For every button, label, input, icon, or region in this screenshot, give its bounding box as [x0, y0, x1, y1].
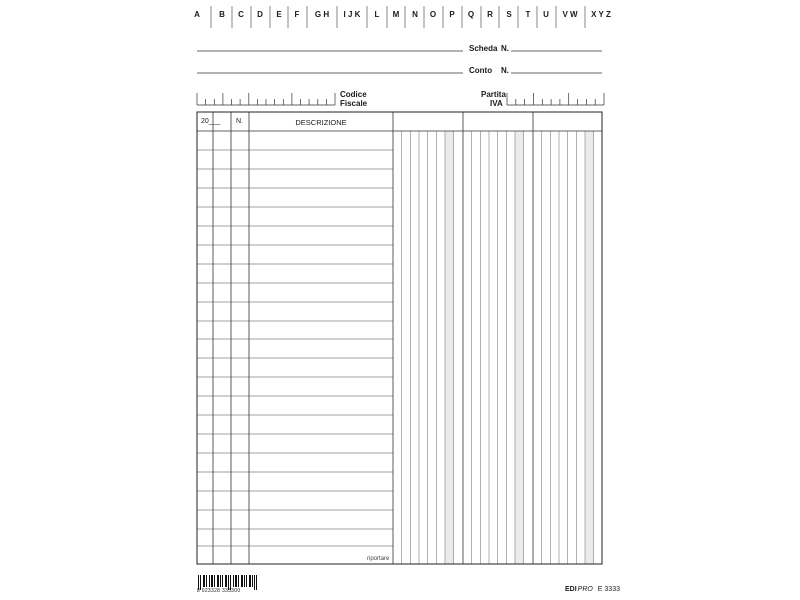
tab-letter: S: [506, 10, 512, 19]
codice-fiscale-boxes: [197, 93, 335, 105]
tab-letter: N: [412, 10, 418, 19]
tab-letter: F: [294, 10, 300, 19]
tab-letter: A: [194, 10, 200, 19]
tab-letter: X Y Z: [591, 10, 611, 19]
conto-label: Conto: [469, 66, 493, 75]
tab-letter: L: [374, 10, 380, 19]
table-number-header: N.: [236, 118, 243, 125]
barcode-digits: 8 023328 333300: [197, 588, 241, 594]
brand-edi: EDI: [565, 586, 577, 593]
partita-iva-boxes: [507, 93, 604, 105]
tab-letter: G H: [314, 10, 330, 19]
scheda-number-label: N.: [501, 44, 509, 53]
tab-letter: B: [219, 10, 225, 19]
product-code: E 3333: [597, 586, 620, 593]
tab-letter: O: [429, 10, 437, 19]
table-carry-forward-label: riportare: [367, 556, 390, 562]
codice-fiscale-label-line1: Codice: [340, 90, 367, 99]
codice-fiscale-label-line2: Fiscale: [340, 99, 368, 108]
tab-letter: C: [238, 10, 244, 19]
tab-letter: I J K: [343, 10, 361, 19]
partita-iva-label-line1: Partita: [481, 90, 506, 99]
table-description-header: DESCRIZIONE: [295, 118, 347, 127]
tab-letter: M: [392, 10, 400, 19]
tab-separators: [211, 6, 585, 28]
tab-letter: P: [449, 10, 455, 19]
header-write-lines: [197, 51, 602, 73]
tab-letter: R: [487, 10, 493, 19]
tab-letter: D: [257, 10, 263, 19]
tab-letter: Q: [467, 10, 475, 19]
brand-pro: PRO: [577, 586, 593, 593]
ledger-table: [197, 112, 602, 564]
conto-number-label: N.: [501, 66, 509, 75]
tab-letter: E: [276, 10, 282, 19]
tab-letter: U: [543, 10, 549, 19]
scheda-label: Scheda: [469, 44, 498, 53]
partita-iva-label-line2: IVA: [490, 99, 503, 108]
table-year-header: 20___: [201, 118, 221, 125]
tab-letter: V W: [562, 10, 578, 19]
brand-logo: [565, 586, 620, 593]
tab-letter: T: [525, 10, 531, 19]
